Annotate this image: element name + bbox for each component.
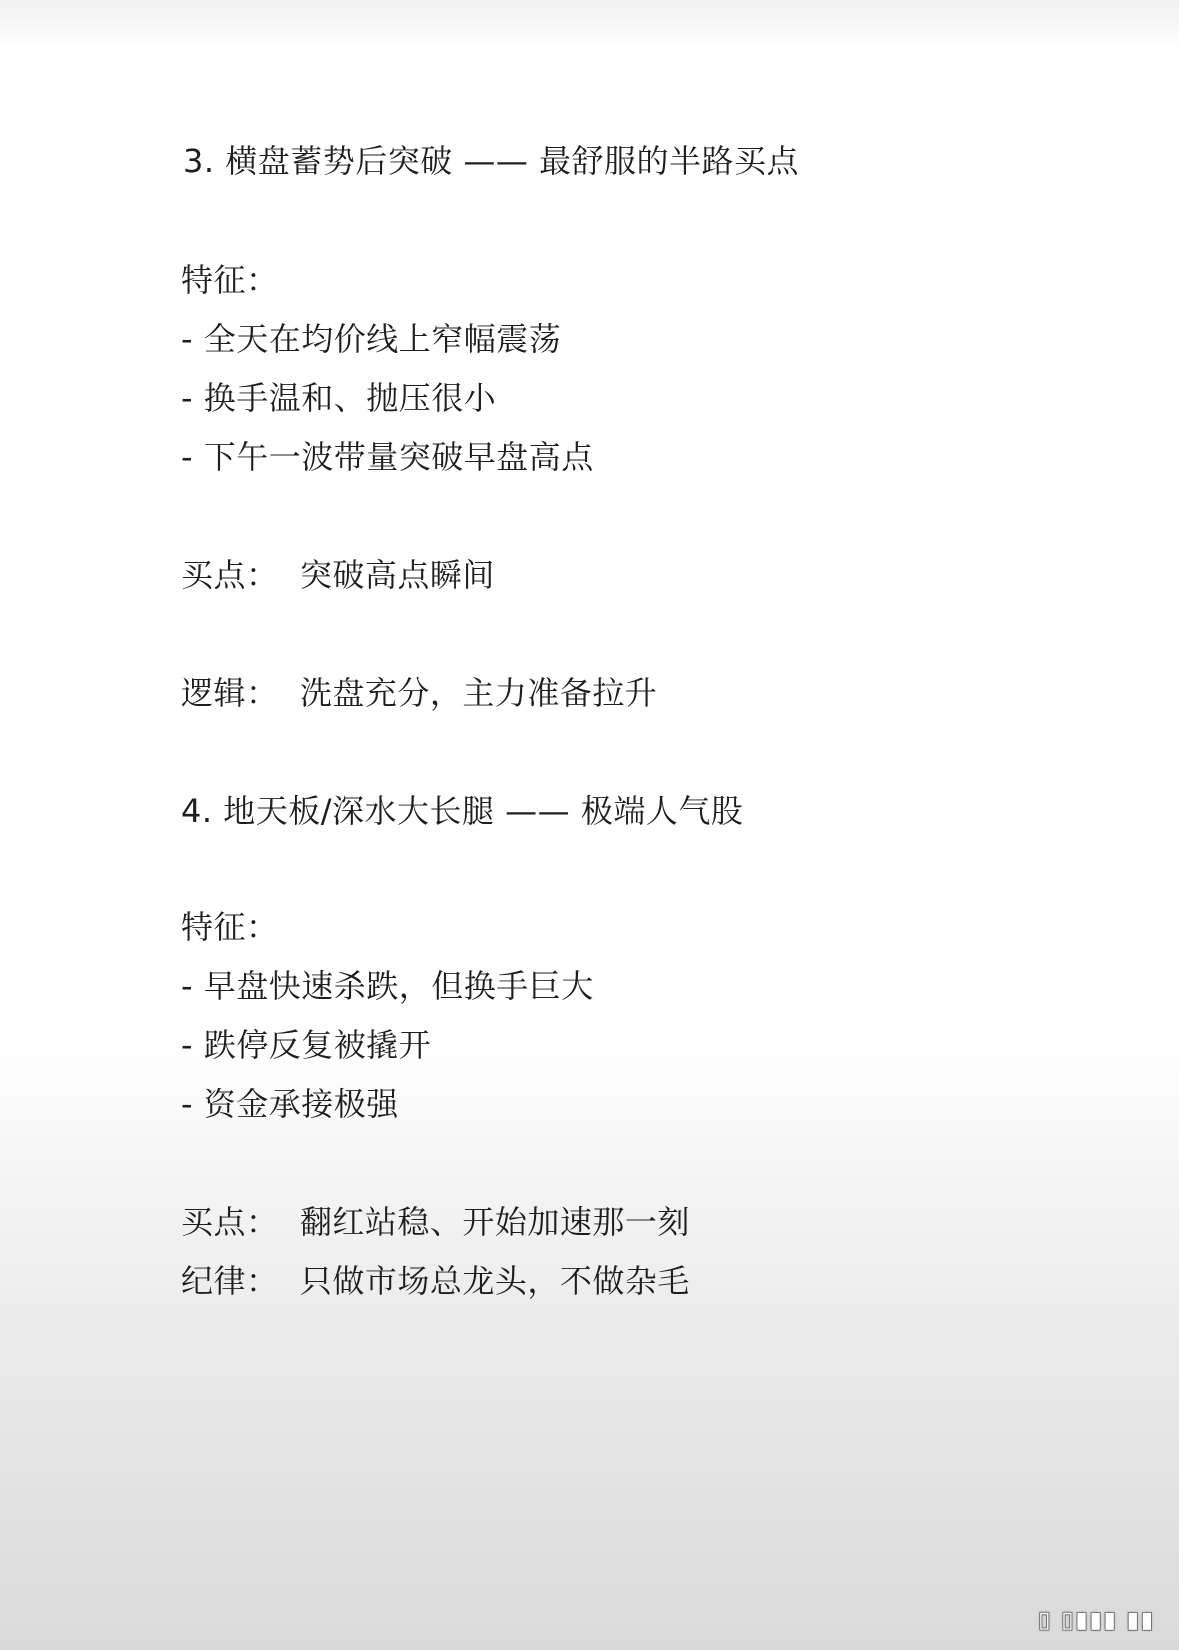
section-4-discipline: 纪律： 只做市场总龙头，不做杂毛 <box>181 1262 690 1300</box>
section-4-features-label: 特征： <box>181 908 279 946</box>
section-4-buy-point: 买点： 翻红站稳、开始加速那一刻 <box>181 1203 690 1241</box>
section-3-title: 3. 横盘蓄势后突破 —— 最舒服的半路买点 <box>183 142 800 180</box>
section-3-feature-item: - 下午一波带量突破早盘高点 <box>181 438 594 476</box>
section-3-logic: 逻辑： 洗盘充分，主力准备拉升 <box>181 674 658 712</box>
section-3-feature-item: - 全天在均价线上窄幅震荡 <box>181 320 562 358</box>
watermark-logo: ▯ ▯▮▮▮ ▮▮ <box>1038 1607 1155 1633</box>
section-4-title: 4. 地天板/深水大长腿 —— 极端人气股 <box>181 792 744 830</box>
section-3-features-label: 特征： <box>181 261 279 299</box>
section-4-feature-item: - 跌停反复被撬开 <box>181 1026 432 1064</box>
section-3-buy-point: 买点： 突破高点瞬间 <box>181 556 495 594</box>
section-3-feature-item: - 换手温和、抛压很小 <box>181 379 497 417</box>
section-4-feature-item: - 早盘快速杀跌，但换手巨大 <box>181 967 594 1005</box>
section-4-feature-item: - 资金承接极强 <box>181 1085 399 1123</box>
